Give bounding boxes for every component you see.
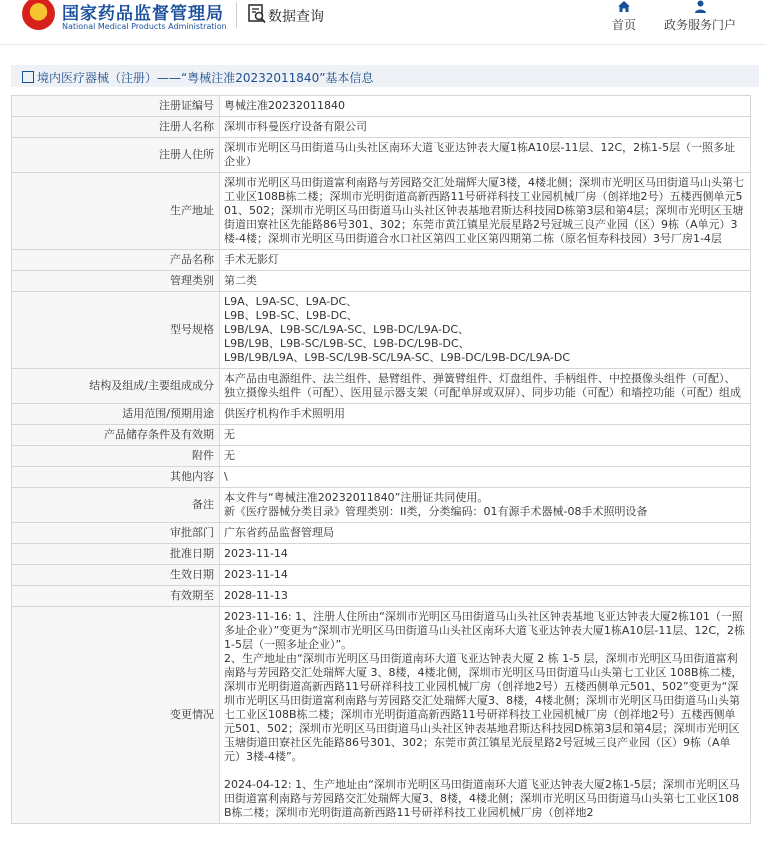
table-row — [12, 250, 751, 271]
field-value: 2023-11-14 — [220, 544, 751, 565]
site-title-en: National Medical Products Administration — [62, 22, 227, 31]
table-row — [12, 138, 751, 173]
field-label: 生产地址 — [12, 173, 220, 250]
table-row — [12, 271, 751, 292]
table-row — [12, 467, 751, 488]
field-value: 2028-11-13 — [220, 586, 751, 607]
field-label: 备注 — [12, 488, 220, 523]
data-query-label[interactable]: 数据查询 — [268, 9, 324, 25]
table-row — [12, 523, 751, 544]
header-divider — [236, 2, 237, 28]
field-label: 结构及组成/主要组成成分 — [12, 369, 220, 404]
table-row — [12, 173, 751, 250]
field-value: 本产品由电源组件、法兰组件、悬臂组件、弹簧臂组件、灯盘组件、手柄组件、中控摄像头组件（可配）、独立摄像头组件（可配）、医用显示器支架（可配单屏或双屏）、同步功能（可配）和墙控功能（可配）组成 — [220, 369, 751, 404]
nav-home[interactable] — [612, 0, 636, 33]
site-title-cn: 国家药品监督管理局 — [62, 4, 224, 24]
field-label: 审批部门 — [12, 523, 220, 544]
table-row — [12, 369, 751, 404]
site-header — [0, 0, 765, 45]
field-value: 本文件与“粤械注准20232011840”注册证共同使用。 新《医疗器械分类目录》管理类别：II类，分类编码：01有源手术器械-08手术照明设备 — [220, 488, 751, 523]
table-row — [12, 488, 751, 523]
field-value: L9A、L9A-SC、L9A-DC、 L9B、L9B-SC、L9B-DC、 L9B/L9A、L9B-SC/L9A-SC、L9B-DC/L9A-DC、 L9B/L9B、L9B-SC/L9B-SC、L9B-DC/L9B-DC、 L9B/L9B/L9A、L9B-SC/L9B-SC/L9A-SC、L9B-DC/L9B-DC/L9A-DC — [220, 292, 751, 369]
field-label: 注册证编号 — [12, 96, 220, 117]
nav-portal-label: 政务服务门户 — [664, 18, 737, 32]
document-icon — [22, 71, 34, 83]
data-query-icon — [248, 4, 266, 24]
field-value: 无 — [220, 446, 751, 467]
field-label: 变更情况 — [12, 607, 220, 824]
field-value: 2023-11-14 — [220, 565, 751, 586]
nav-gov-service-portal[interactable] — [664, 0, 736, 33]
table-row — [12, 404, 751, 425]
nav-home-label: 首页 — [612, 18, 637, 32]
table-row — [12, 117, 751, 138]
table-row — [12, 544, 751, 565]
field-label: 型号规格 — [12, 292, 220, 369]
table-row — [12, 96, 751, 117]
home-icon — [617, 0, 631, 13]
national-emblem-logo — [22, 0, 55, 30]
field-value: 供医疗机构作手术照明用 — [220, 404, 751, 425]
table-row — [12, 425, 751, 446]
field-label: 注册人住所 — [12, 138, 220, 173]
field-label: 附件 — [12, 446, 220, 467]
table-row — [12, 607, 751, 824]
field-label: 其他内容 — [12, 467, 220, 488]
user-icon — [694, 0, 707, 13]
field-label: 生效日期 — [12, 565, 220, 586]
table-row — [12, 292, 751, 369]
table-row — [12, 586, 751, 607]
field-value: 无 — [220, 425, 751, 446]
field-value: 第二类 — [220, 271, 751, 292]
field-label: 产品名称 — [12, 250, 220, 271]
field-value: 粤械注准20232011840 — [220, 96, 751, 117]
field-label: 产品储存条件及有效期 — [12, 425, 220, 446]
field-label: 批准日期 — [12, 544, 220, 565]
table-row — [12, 446, 751, 467]
breadcrumb — [22, 69, 373, 86]
field-value: 深圳市光明区马田街道马山头社区南环大道飞亚达钟表大厦1栋A10层-11层、12C，2栋1-5层（一照多址企业） — [220, 138, 751, 173]
field-label: 有效期至 — [12, 586, 220, 607]
table-row — [12, 565, 751, 586]
field-value: 手术无影灯 — [220, 250, 751, 271]
field-value: 广东省药品监督管理局 — [220, 523, 751, 544]
field-label: 注册人名称 — [12, 117, 220, 138]
field-value: 2023-11-16: 1、注册人住所由“深圳市光明区马田街道马山头社区钟表基地飞亚达钟表大厦2栋101（一照多址企业）”变更为“深圳市光明区马田街道马山头社区南环大道飞亚达钟表大厦1栋A10层-11层、12C，2栋1-5层（一照多址企业）”。 2、生产地址由“深圳市光明区马田街道南环大道飞亚达钟表大厦 2 栋 1-5 层，深圳市光明区马田街道富利南路与芳园路交汇处瑞辉大厦 3、8楼，4楼北侧，深圳市光明区马田街道马山头第七工业区 108B栋二楼，深圳市光明街道高新西路11号研祥科技工业园机械厂房（创祥地2号）五楼西侧单元501、502”变更为“深圳市光明区马田街道富利南路与芳园路交汇处瑞辉大厦3、8楼，4楼北侧；深圳市光明区马田街道马山头第七工业区108B栋二楼；深圳市光明街道高新西路11号研祥科技工业园机械厂房（创祥地2号）五楼西侧单元501、502；深圳市光明区马田街道马山头社区钟表基地君斯达科技园D栋第3层和第4层；深圳市光明区玉塘街道田寮社区先能路86号301、302；东莞市黄江镇星光辰星路2号冠城三良产业园（区）9栋（A单元）3楼-4楼”。 2024-04-12: 1、生产地址由“深圳市光明区马田街道南环大道飞亚达钟表大厦2栋1-5层；深圳市光明区马田街道富利南路与芳园路交汇处瑞辉大厦3、8楼，4楼北侧；深圳市光明区马田街道马山头第七工业区108B栋二楼；深圳市光明街道高新西路11号研祥科技工业园机械厂房（创祥地2 — [220, 607, 751, 824]
field-value: \ — [220, 467, 751, 488]
field-label: 适用范围/预期用途 — [12, 404, 220, 425]
breadcrumb-text: 境内医疗器械（注册）——“粤械注准20232011840”基本信息 — [37, 71, 374, 85]
field-value: 深圳市光明区马田街道富利南路与芳园路交汇处瑞辉大厦3楼，4楼北侧；深圳市光明区马田街道马山头第七工业区108B栋二楼；深圳市光明街道高新西路11号研祥科技工业园机械厂房（创祥地2号）五楼西侧单元501、502；深圳市光明区马田街道马山头社区钟表基地君斯达科技园D栋第3层和第4层；深圳市光明区玉塘街道田寮社区先能路86号301、302；东莞市黄江镇星光辰星路2号冠城三良产业园（区）9栋（A单元）3楼-4楼；深圳市光明区马田街道合水口社区第四工业区第四期第二栋（原名恒寿科技园）3号厂房1-4层 — [220, 173, 751, 250]
record-detail-table — [11, 95, 751, 824]
field-value: 深圳市科曼医疗设备有限公司 — [220, 117, 751, 138]
field-label: 管理类别 — [12, 271, 220, 292]
